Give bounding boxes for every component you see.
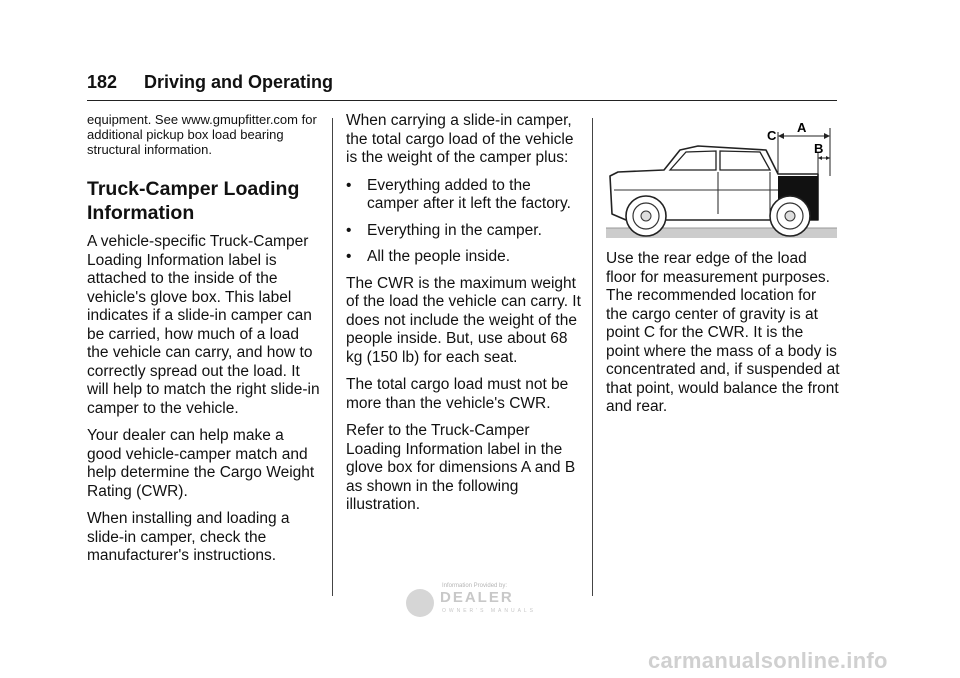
paragraph: The total cargo load must not be more than the vehicle's CWR. (346, 376, 569, 412)
column-divider (332, 118, 333, 596)
paragraph: When carrying a slide-in camper, the total cargo load of the vehicle is the weight of the camper plus: (346, 112, 574, 166)
bullet-glyph: • (346, 248, 352, 265)
intro-text: equipment. See www.gmupfitter.com for additional pickup box load bearing structural information. (87, 112, 317, 157)
label-a: A (797, 120, 807, 135)
bullet-list (346, 177, 581, 267)
list-item (346, 248, 581, 267)
paragraph: When installing and loading a slide-in camper, check the manufacturer's instructions. (87, 510, 290, 564)
label-c: C (767, 128, 777, 143)
watermark-caption: Information Provided by: (442, 583, 508, 589)
page-header (87, 70, 837, 101)
paragraph: Your dealer can help make a good vehicle-camper match and help determine the Cargo Weight Rating (CWR). (87, 427, 315, 500)
label-b: B (814, 141, 824, 156)
section-title: Driving and Operating (144, 72, 334, 92)
column-2 (346, 112, 581, 524)
dealer-watermark (406, 583, 546, 619)
list-item-text: Everything in the camper. (367, 221, 542, 239)
list-item-text: Everything added to the camper after it left the factory. (367, 176, 571, 212)
paragraph: A vehicle-specific Truck-Camper Loading Information label is attached to the inside of the vehicle's glove box. This label indicates if a slide-in camper can be carried, how much of a load the vehicle can carry, and how to correctly spread out the load. It will help to match the right slide-in camper to the vehicle. (87, 233, 320, 417)
bullet-glyph: • (346, 221, 352, 239)
column-divider (592, 118, 593, 596)
paragraph: Use the rear edge of the load floor for measurement purposes. The recommended location for the cargo center of gravity is at point C for the CWR. It is the point where the mass of a body is concentrated and, if suspended at that point, would balance the front and rear. (606, 250, 840, 415)
heading-truck-camper: Truck-Camper Loading Information (87, 178, 300, 224)
list-item (346, 222, 581, 241)
paragraph: Refer to the Truck-Camper Loading Information label in the glove box for dimensions A and B as shown in the following illustration. (346, 422, 576, 513)
page-number: 182 (87, 72, 118, 92)
list-item (346, 177, 581, 214)
list-item-text: All the people inside. (367, 248, 511, 265)
bullet-glyph: • (346, 176, 352, 194)
paragraph: The CWR is the maximum weight of the load the vehicle can carry. It does not include the weight of the people inside. But, use about 68 kg (150 lb) for each seat. (346, 274, 581, 366)
watermark-brand: DEALER (440, 589, 514, 606)
column-3 (606, 112, 841, 426)
column-1 (87, 112, 322, 575)
site-watermark: carmanualsonline.info (648, 648, 888, 673)
watermark-sub: OWNER'S MANUALS (442, 608, 537, 614)
dealer-logo-icon (406, 589, 434, 617)
truck-camper-illustration (606, 116, 837, 240)
